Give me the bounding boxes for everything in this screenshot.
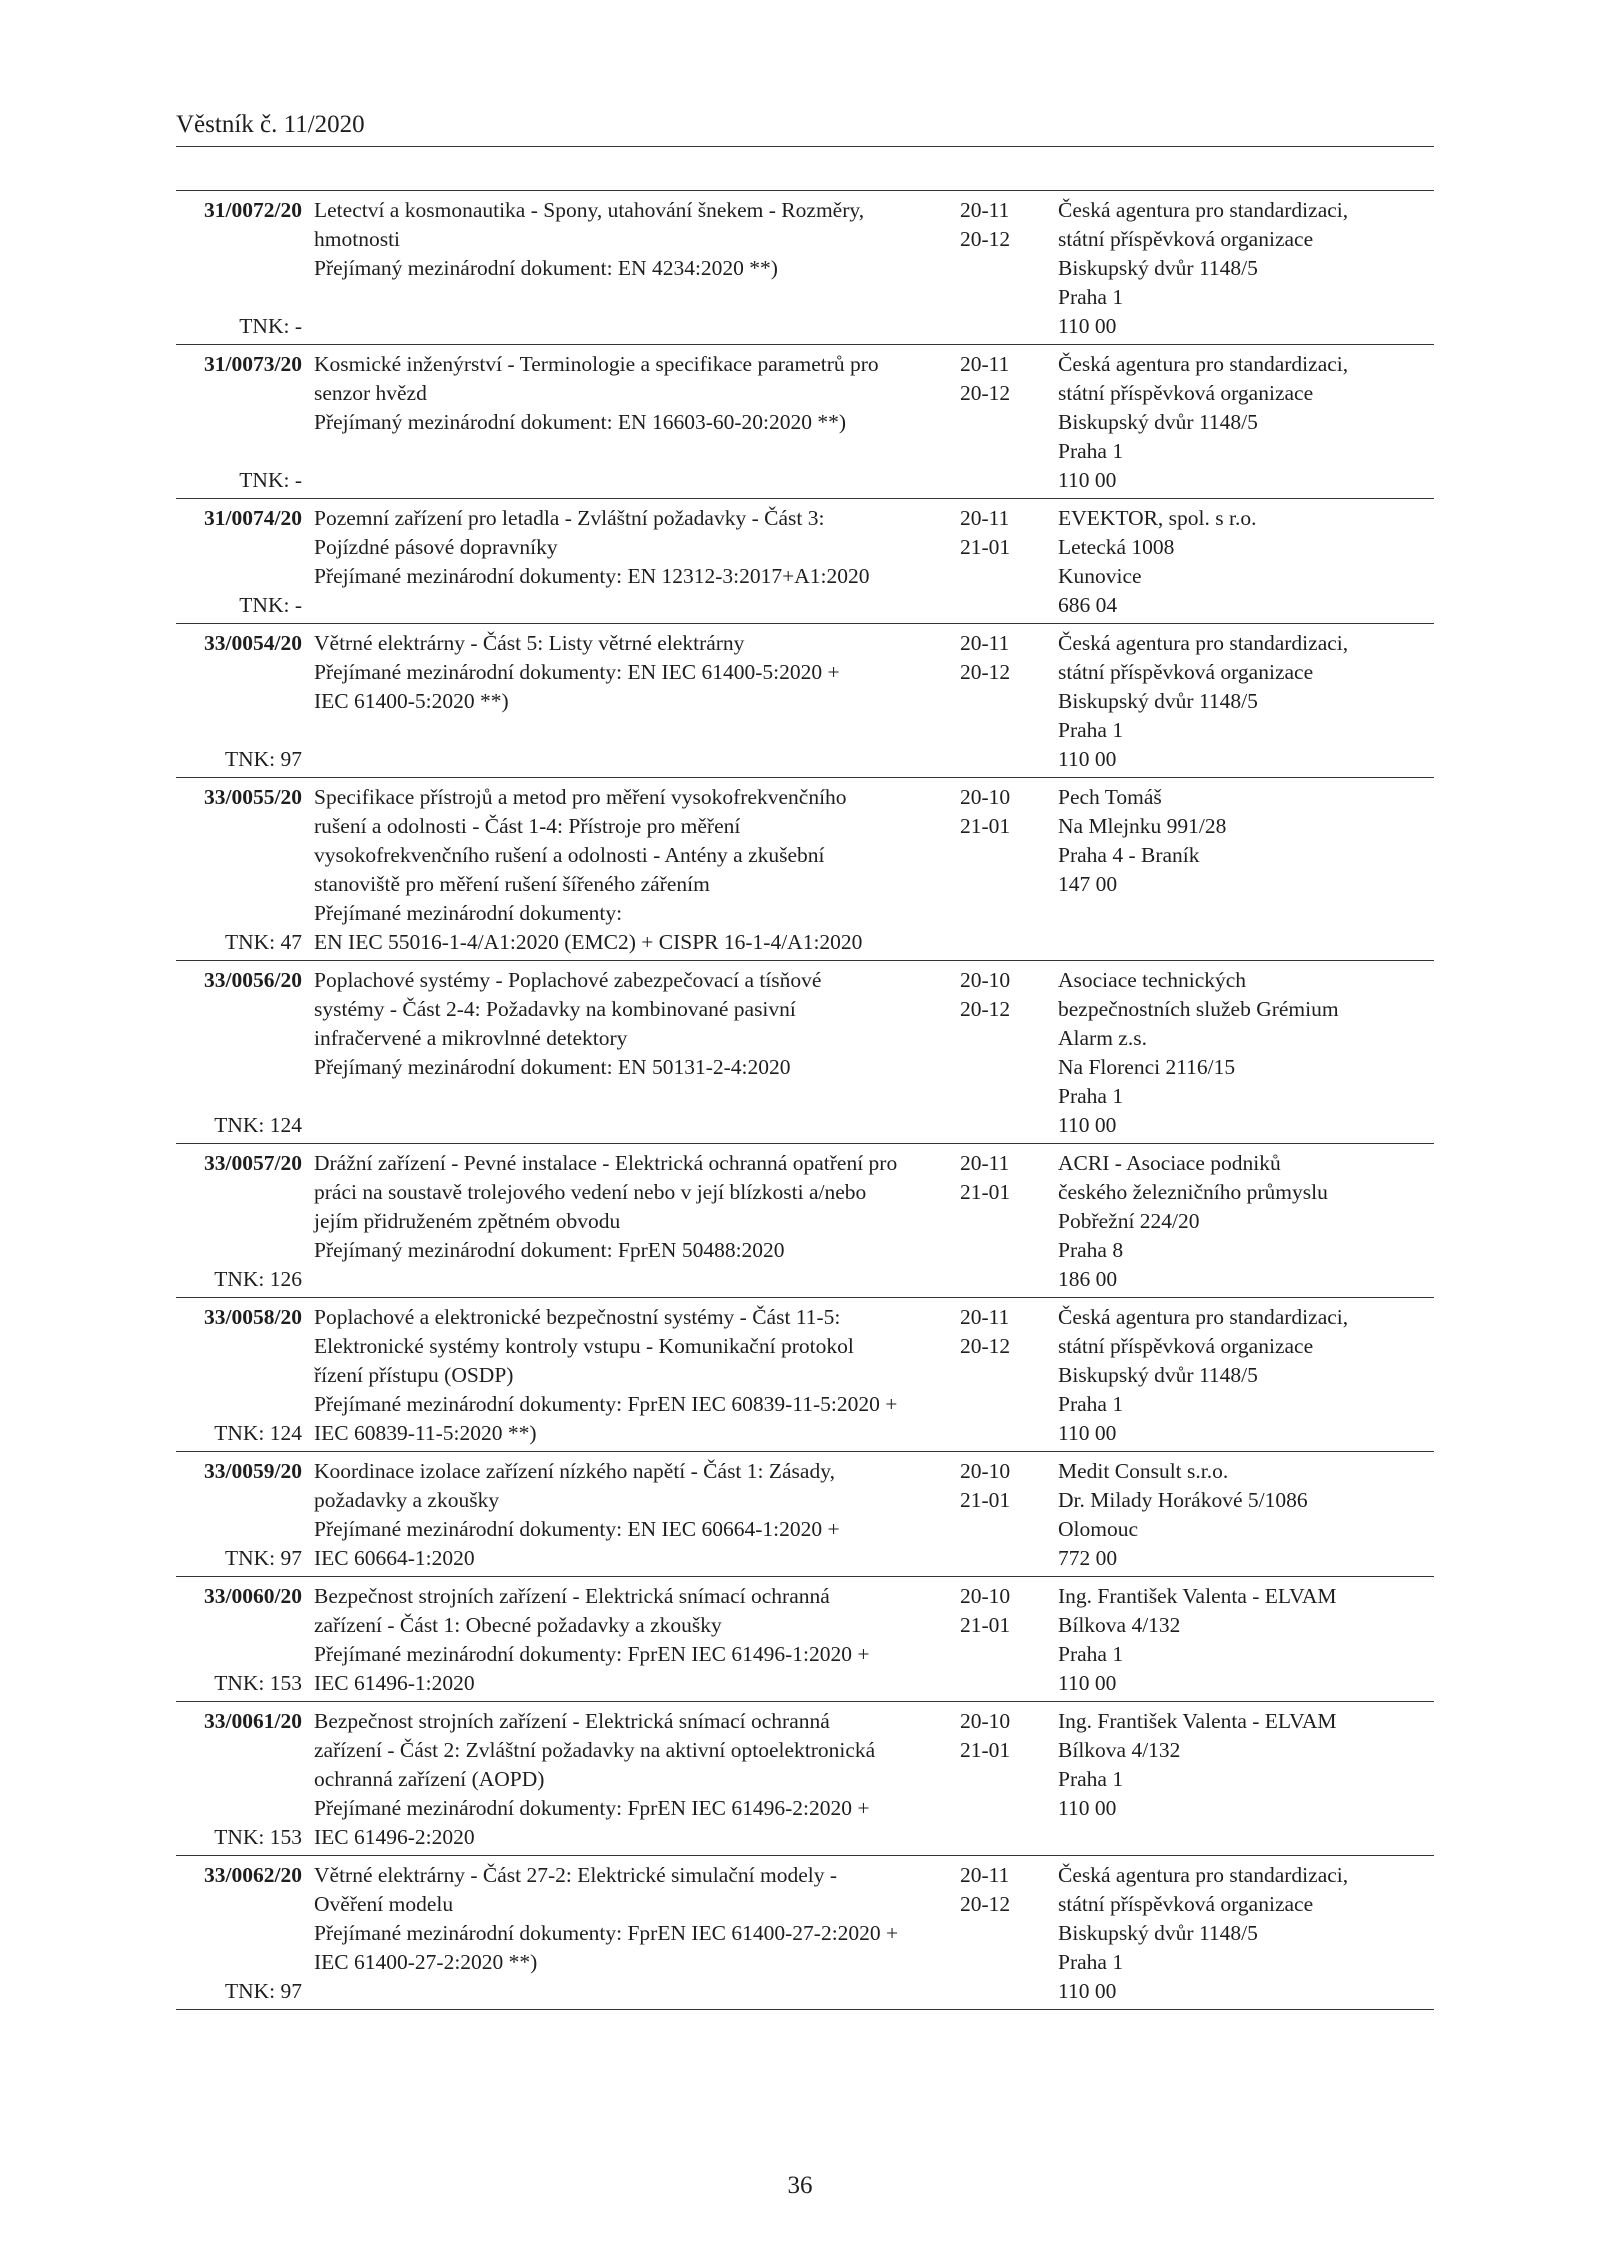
title-line: požadavky a zkoušky <box>314 1488 500 1512</box>
standard-title-cell <box>314 1861 950 2006</box>
contact-cell <box>1058 629 1434 774</box>
date-value: 20-11 <box>960 506 1010 530</box>
header-rule <box>176 146 1434 147</box>
contact-line: Praha 1 <box>1058 285 1124 309</box>
title-line: Specifikace přístrojů a metod pro měření vysokofrekvenčního <box>314 785 847 809</box>
contact-cell <box>1058 196 1434 341</box>
title-line: stanoviště pro měření rušení šířeného zářením <box>314 872 710 896</box>
dates-cell <box>960 966 1048 1140</box>
contact-cell <box>1058 966 1434 1140</box>
date-value: 20-12 <box>960 227 1011 251</box>
contact-line: Na Mlejnku 991/28 <box>1058 814 1227 838</box>
tnk-label: TNK: 97 <box>224 1546 302 1570</box>
contact-line: 110 00 <box>1058 1979 1117 2003</box>
title-line: Kosmické inženýrství - Terminologie a specifikace parametrů pro <box>314 352 879 376</box>
title-line: Přejímané mezinárodní dokumenty: FprEN IEC 61400-27-2:2020 + <box>314 1921 899 1945</box>
record-number: 33/0056/20 <box>204 968 302 992</box>
title-line: Přejímaný mezinárodní dokument: EN 4234:2020 **) <box>314 256 778 280</box>
title-line: Přejímané mezinárodní dokumenty: EN IEC 60664-1:2020 + <box>314 1517 840 1541</box>
date-value: 20-11 <box>960 1151 1010 1175</box>
contact-line: 147 00 <box>1058 872 1118 896</box>
contact-line: Pech Tomáš <box>1058 785 1162 809</box>
standard-title-cell <box>314 783 950 957</box>
title-line: Větrné elektrárny - Část 5: Listy větrné elektrárny <box>314 631 745 655</box>
table-row <box>176 1702 1434 1856</box>
contact-line: Praha 1 <box>1058 1642 1124 1666</box>
date-value: 21-01 <box>960 1488 1011 1512</box>
title-line: IEC 61496-2:2020 <box>314 1825 475 1849</box>
date-value: 20-11 <box>960 198 1010 222</box>
contact-line: Česká agentura pro standardizaci, <box>1058 198 1349 222</box>
contact-line: státní příspěvková organizace <box>1058 1892 1314 1916</box>
contact-line: Biskupský dvůr 1148/5 <box>1058 410 1258 434</box>
contact-line: Asociace technických <box>1058 968 1247 992</box>
dates-cell <box>960 350 1048 495</box>
contact-line: Bílkova 4/132 <box>1058 1738 1181 1762</box>
contact-line: Praha 1 <box>1058 1392 1124 1416</box>
record-id-cell <box>176 1861 302 2006</box>
date-value: 20-10 <box>960 968 1011 992</box>
contact-line: Na Florenci 2116/15 <box>1058 1055 1236 1079</box>
record-number: 33/0060/20 <box>204 1584 302 1608</box>
contact-line: Praha 1 <box>1058 1084 1124 1108</box>
contact-line: 110 00 <box>1058 1796 1117 1820</box>
contact-line: Praha 8 <box>1058 1238 1124 1262</box>
table-row <box>176 1298 1434 1452</box>
record-number: 33/0059/20 <box>204 1459 302 1483</box>
standard-title-cell <box>314 196 950 341</box>
contact-cell <box>1058 350 1434 495</box>
table-row <box>176 499 1434 624</box>
title-line: Přejímané mezinárodní dokumenty: FprEN IEC 61496-1:2020 + <box>314 1642 870 1666</box>
contact-line: EVEKTOR, spol. s r.o. <box>1058 506 1257 530</box>
date-value: 20-10 <box>960 1709 1011 1733</box>
standard-title-cell <box>314 1582 950 1698</box>
date-value: 21-01 <box>960 535 1011 559</box>
dates-cell <box>960 1861 1048 2006</box>
page-header: Věstník č. 11/2020 <box>176 111 365 138</box>
tnk-label: TNK: 97 <box>224 747 302 771</box>
standard-title-cell <box>314 504 950 620</box>
standard-title-cell <box>314 1457 950 1573</box>
record-number: 31/0073/20 <box>204 352 302 376</box>
contact-line: Praha 1 <box>1058 718 1124 742</box>
contact-line: státní příspěvková organizace <box>1058 381 1314 405</box>
contact-line: 110 00 <box>1058 1671 1117 1695</box>
record-id-cell <box>176 196 302 341</box>
date-value: 21-01 <box>960 1180 1011 1204</box>
tnk-label: TNK: 153 <box>214 1825 302 1849</box>
title-line: Pozemní zařízení pro letadla - Zvláštní požadavky - Část 3: <box>314 506 825 530</box>
date-value: 20-12 <box>960 1334 1011 1358</box>
contact-cell <box>1058 1457 1434 1573</box>
standard-title-cell <box>314 1303 950 1448</box>
tnk-label: TNK: 97 <box>224 1979 302 2003</box>
dates-cell <box>960 783 1048 957</box>
tnk-label: TNK: 153 <box>214 1671 302 1695</box>
standard-title-cell <box>314 350 950 495</box>
contact-line: Praha 1 <box>1058 1950 1124 1974</box>
standard-title-cell <box>314 1707 950 1852</box>
record-id-cell <box>176 350 302 495</box>
title-line: Přejímané mezinárodní dokumenty: FprEN IEC 61496-2:2020 + <box>314 1796 870 1820</box>
record-id-cell <box>176 966 302 1140</box>
title-line: rušení a odolnosti - Část 1-4: Přístroje pro měření <box>314 814 741 838</box>
title-line: Přejímané mezinárodní dokumenty: EN 12312-3:2017+A1:2020 <box>314 564 870 588</box>
table-row <box>176 624 1434 778</box>
date-value: 20-11 <box>960 352 1010 376</box>
contact-line: Praha 1 <box>1058 439 1124 463</box>
title-line: Elektronické systémy kontroly vstupu - Komunikační protokol <box>314 1334 854 1358</box>
title-line: infračervené a mikrovlnné detektory <box>314 1026 628 1050</box>
title-line: IEC 61496-1:2020 <box>314 1671 475 1695</box>
contact-line: Pobřežní 224/20 <box>1058 1209 1200 1233</box>
record-number: 33/0061/20 <box>204 1709 302 1733</box>
title-line: Ověření modelu <box>314 1892 454 1916</box>
table-row <box>176 1577 1434 1702</box>
contact-cell <box>1058 1707 1434 1852</box>
title-line: Poplachové systémy - Poplachové zabezpečovací a tísňové <box>314 968 822 992</box>
record-id-cell <box>176 1707 302 1852</box>
title-line: Větrné elektrárny - Část 27-2: Elektrické simulační modely - <box>314 1863 837 1887</box>
title-line: ochranná zařízení (AOPD) <box>314 1767 545 1791</box>
date-value: 21-01 <box>960 1613 1011 1637</box>
title-line: EN IEC 55016-1-4/A1:2020 (EMC2) + CISPR 16-1-4/A1:2020 <box>314 930 863 954</box>
table-row <box>176 1856 1434 2010</box>
record-id-cell <box>176 1149 302 1294</box>
record-number: 31/0074/20 <box>204 506 302 530</box>
title-line: zařízení - Část 1: Obecné požadavky a zkoušky <box>314 1613 722 1637</box>
contact-line: Letecká 1008 <box>1058 535 1175 559</box>
dates-cell <box>960 1303 1048 1448</box>
title-line: IEC 60664-1:2020 <box>314 1546 475 1570</box>
date-value: 20-11 <box>960 1863 1010 1887</box>
date-value: 21-01 <box>960 814 1011 838</box>
title-line: Přejímaný mezinárodní dokument: FprEN 50488:2020 <box>314 1238 785 1262</box>
record-number: 33/0054/20 <box>204 631 302 655</box>
contact-line: Biskupský dvůr 1148/5 <box>1058 256 1258 280</box>
contact-line: 772 00 <box>1058 1546 1118 1570</box>
record-id-cell <box>176 1582 302 1698</box>
date-value: 21-01 <box>960 1738 1011 1762</box>
title-line: Bezpečnost strojních zařízení - Elektrická snímací ochranná <box>314 1584 830 1608</box>
title-line: Přejímaný mezinárodní dokument: EN 50131-2-4:2020 <box>314 1055 791 1079</box>
table-row <box>176 778 1434 961</box>
title-line: systémy - Část 2-4: Požadavky na kombinované pasivní <box>314 997 796 1021</box>
title-line: vysokofrekvenčního rušení a odolnosti - Antény a zkušební <box>314 843 825 867</box>
contact-line: Kunovice <box>1058 564 1142 588</box>
contact-line: bezpečnostních služeb Grémium <box>1058 997 1339 1021</box>
contact-cell <box>1058 1303 1434 1448</box>
contact-line: státní příspěvková organizace <box>1058 227 1314 251</box>
contact-line: 686 04 <box>1058 593 1118 617</box>
date-value: 20-10 <box>960 1459 1011 1483</box>
record-id-cell <box>176 1457 302 1573</box>
date-value: 20-11 <box>960 631 1010 655</box>
title-line: IEC 61400-27-2:2020 **) <box>314 1950 538 1974</box>
date-value: 20-10 <box>960 1584 1011 1608</box>
contact-line: Praha 1 <box>1058 1767 1124 1791</box>
tnk-label: TNK: 126 <box>214 1267 302 1291</box>
contact-line: Biskupský dvůr 1148/5 <box>1058 1363 1258 1387</box>
record-number: 31/0072/20 <box>204 198 302 222</box>
dates-cell <box>960 1707 1048 1852</box>
record-number: 33/0057/20 <box>204 1151 302 1175</box>
standard-title-cell <box>314 629 950 774</box>
title-line: Bezpečnost strojních zařízení - Elektrická snímací ochranná <box>314 1709 830 1733</box>
date-value: 20-12 <box>960 1892 1011 1916</box>
dates-cell <box>960 1457 1048 1573</box>
tnk-label: TNK: 124 <box>214 1113 302 1137</box>
contact-cell <box>1058 1149 1434 1294</box>
date-value: 20-12 <box>960 660 1011 684</box>
record-id-cell <box>176 504 302 620</box>
record-number: 33/0055/20 <box>204 785 302 809</box>
tnk-label: TNK: - <box>239 314 302 338</box>
contact-line: Ing. František Valenta - ELVAM <box>1058 1709 1337 1733</box>
contact-line: Biskupský dvůr 1148/5 <box>1058 1921 1258 1945</box>
contact-line: 186 00 <box>1058 1267 1118 1291</box>
title-line: Poplachové a elektronické bezpečnostní systémy - Část 11-5: <box>314 1305 841 1329</box>
contact-line: Dr. Milady Horákové 5/1086 <box>1058 1488 1308 1512</box>
contact-cell <box>1058 1582 1434 1698</box>
title-line: Koordinace izolace zařízení nízkého napětí - Část 1: Zásady, <box>314 1459 835 1483</box>
standards-table <box>176 190 1434 2010</box>
table-row <box>176 1452 1434 1577</box>
dates-cell <box>960 1149 1048 1294</box>
contact-cell <box>1058 504 1434 620</box>
tnk-label: TNK: - <box>239 593 302 617</box>
contact-line: 110 00 <box>1058 1421 1117 1445</box>
record-id-cell <box>176 783 302 957</box>
record-id-cell <box>176 629 302 774</box>
title-line: jejím přidruženém zpětném obvodu <box>314 1209 621 1233</box>
standard-title-cell <box>314 966 950 1140</box>
date-value: 20-12 <box>960 997 1011 1021</box>
contact-line: 110 00 <box>1058 314 1117 338</box>
dates-cell <box>960 504 1048 620</box>
title-line: Přejímané mezinárodní dokumenty: EN IEC 61400-5:2020 + <box>314 660 840 684</box>
title-line: Pojízdné pásové dopravníky <box>314 535 558 559</box>
contact-line: státní příspěvková organizace <box>1058 660 1314 684</box>
contact-line: Česká agentura pro standardizaci, <box>1058 1305 1349 1329</box>
contact-cell <box>1058 1861 1434 2006</box>
title-line: zařízení - Část 2: Zvláštní požadavky na aktivní optoelektronická <box>314 1738 876 1762</box>
contact-line: Česká agentura pro standardizaci, <box>1058 1863 1349 1887</box>
dates-cell <box>960 629 1048 774</box>
contact-line: 110 00 <box>1058 747 1117 771</box>
table-row <box>176 961 1434 1144</box>
record-id-cell <box>176 1303 302 1448</box>
title-line: IEC 61400-5:2020 **) <box>314 689 509 713</box>
page-number: 36 <box>787 2172 813 2199</box>
title-line: IEC 60839-11-5:2020 **) <box>314 1421 537 1445</box>
contact-line: Česká agentura pro standardizaci, <box>1058 631 1349 655</box>
title-line: Přejímané mezinárodní dokumenty: <box>314 901 623 925</box>
tnk-label: TNK: 124 <box>214 1421 302 1445</box>
title-line: hmotnosti <box>314 227 401 251</box>
date-value: 20-11 <box>960 1305 1010 1329</box>
title-line: Drážní zařízení - Pevné instalace - Elektrická ochranná opatření pro <box>314 1151 898 1175</box>
title-line: Letectví a kosmonautika - Spony, utahování šnekem - Rozměry, <box>314 198 865 222</box>
contact-line: 110 00 <box>1058 468 1117 492</box>
contact-line: ACRI - Asociace podniků <box>1058 1151 1281 1175</box>
contact-cell <box>1058 783 1434 957</box>
contact-line: Česká agentura pro standardizaci, <box>1058 352 1349 376</box>
contact-line: Bílkova 4/132 <box>1058 1613 1181 1637</box>
contact-line: státní příspěvková organizace <box>1058 1334 1314 1358</box>
date-value: 20-12 <box>960 381 1011 405</box>
contact-line: Praha 4 - Braník <box>1058 843 1200 867</box>
contact-line: Biskupský dvůr 1148/5 <box>1058 689 1258 713</box>
contact-line: 110 00 <box>1058 1113 1117 1137</box>
tnk-label: TNK: 47 <box>224 930 302 954</box>
title-line: řízení přístupu (OSDP) <box>314 1363 514 1387</box>
table-row <box>176 191 1434 345</box>
dates-cell <box>960 196 1048 341</box>
date-value: 20-10 <box>960 785 1011 809</box>
title-line: Přejímané mezinárodní dokumenty: FprEN IEC 60839-11-5:2020 + <box>314 1392 898 1416</box>
contact-line: českého železničního průmyslu <box>1058 1180 1328 1204</box>
table-row <box>176 1144 1434 1298</box>
record-number: 33/0058/20 <box>204 1305 302 1329</box>
title-line: práci na soustavě trolejového vedení nebo v její blízkosti a/nebo <box>314 1180 867 1204</box>
contact-line: Alarm z.s. <box>1058 1026 1147 1050</box>
standard-title-cell <box>314 1149 950 1294</box>
record-number: 33/0062/20 <box>204 1863 302 1887</box>
title-line: Přejímaný mezinárodní dokument: EN 16603-60-20:2020 **) <box>314 410 847 434</box>
dates-cell <box>960 1582 1048 1698</box>
title-line: senzor hvězd <box>314 381 427 405</box>
tnk-label: TNK: - <box>239 468 302 492</box>
contact-line: Medit Consult s.r.o. <box>1058 1459 1229 1483</box>
table-row <box>176 345 1434 499</box>
contact-line: Ing. František Valenta - ELVAM <box>1058 1584 1337 1608</box>
contact-line: Olomouc <box>1058 1517 1139 1541</box>
